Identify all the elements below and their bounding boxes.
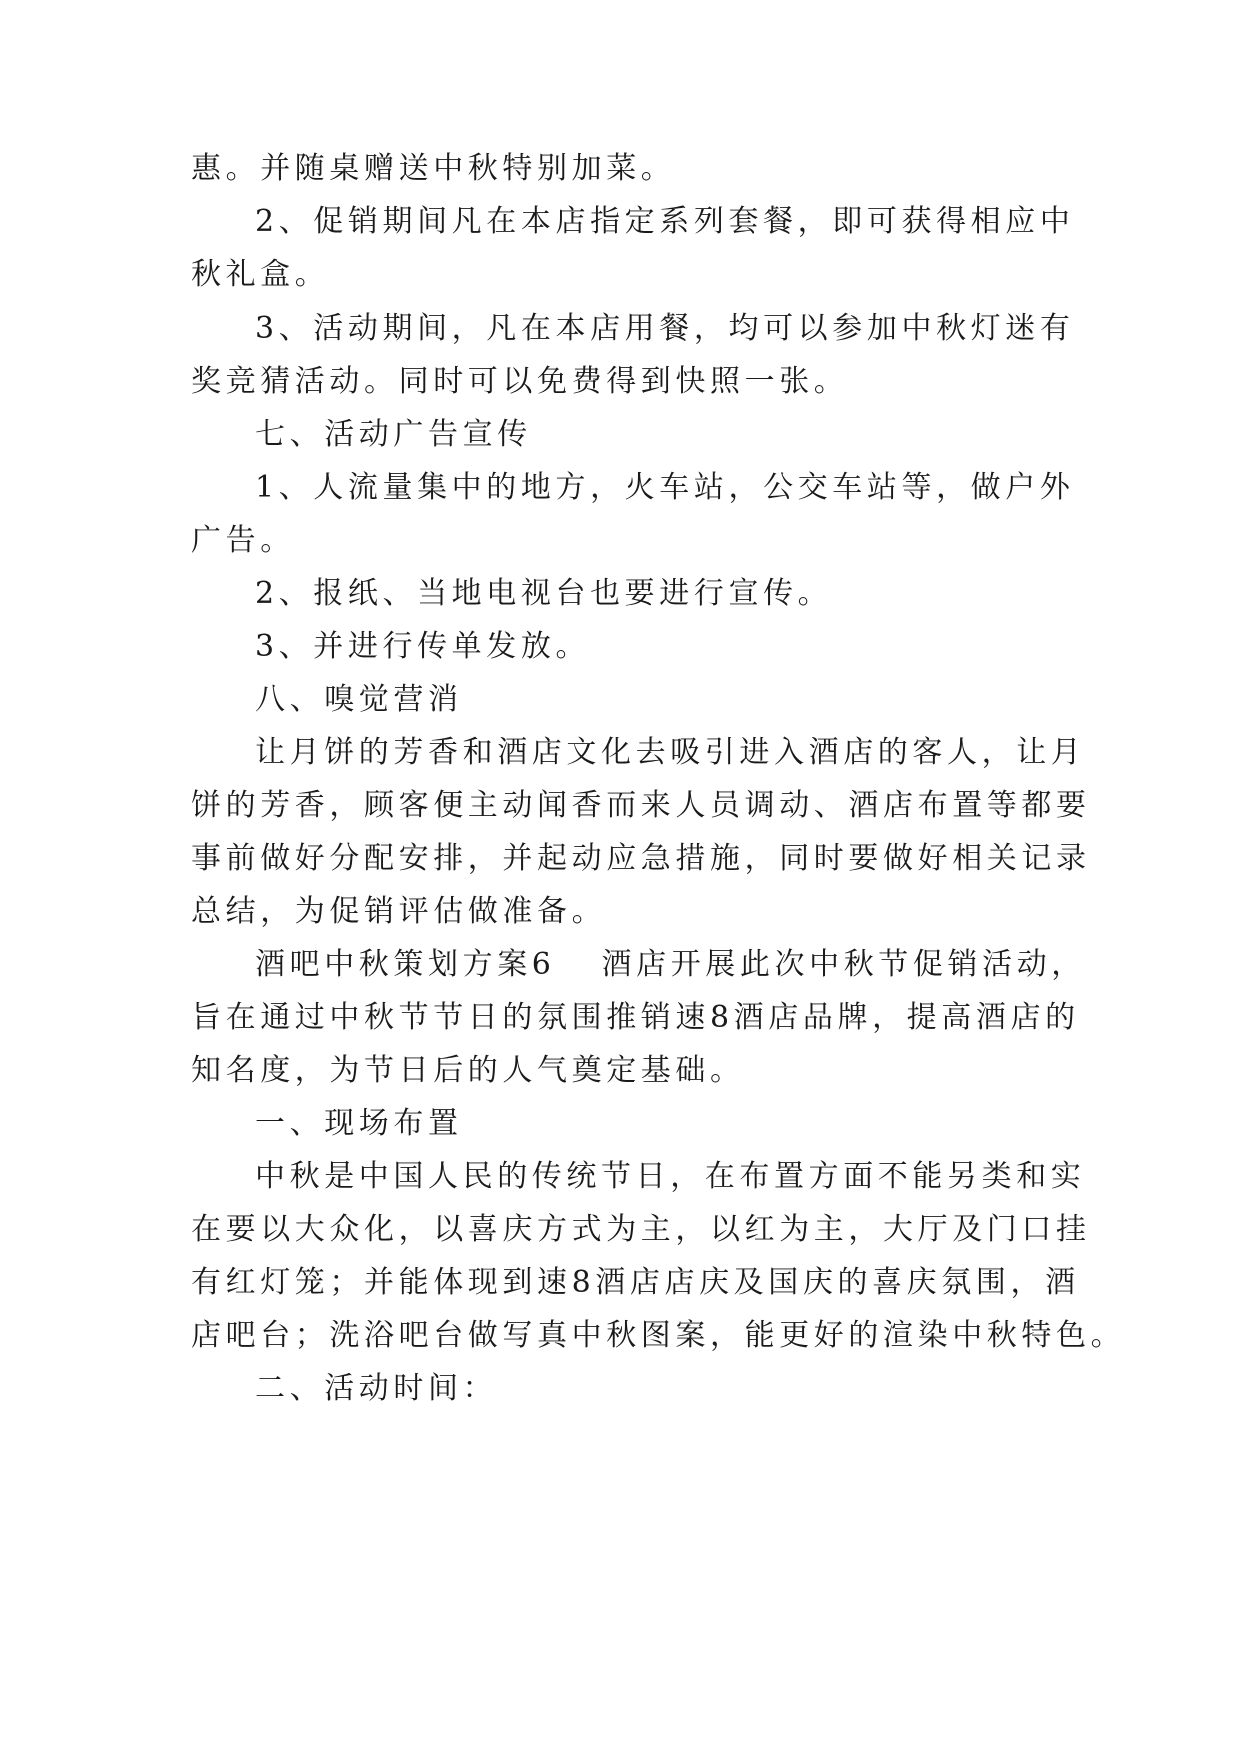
section-heading: 八、嗅觉营消	[255, 682, 463, 717]
text-line: 3、活动期间，凡在本店用餐，均可以参加中秋灯迷有	[255, 311, 1075, 346]
text-line: 有红灯笼；并能体现到速8酒店店庆及国庆的喜庆氛围，酒	[191, 1265, 1080, 1300]
section-heading: 七、活动广告宣传	[255, 417, 532, 452]
text-line-with-title	[255, 945, 1135, 985]
text-line: 2、促销期间凡在本店指定系列套餐，即可获得相应中	[255, 204, 1075, 239]
text-line: 饼的芳香，顾客便主动闻香而来人员调动、酒店布置等都要	[191, 788, 1091, 823]
text-line: 店吧台；洗浴吧台做写真中秋图案，能更好的渲染中秋特色。	[191, 1318, 1126, 1353]
text-line: 广告。	[191, 523, 295, 558]
text-line: 2、报纸、当地电视台也要进行宣传。	[255, 576, 833, 611]
text-line: 旨在通过中秋节节日的氛围推销速8酒店品牌，提高酒店的	[191, 1000, 1080, 1035]
text-line: 在要以大众化，以喜庆方式为主，以红为主，大厅及门口挂	[191, 1212, 1091, 1247]
text-line: 知名度，为节日后的人气奠定基础。	[191, 1053, 745, 1088]
text-line: 让月饼的芳香和酒店文化去吸引进入酒店的客人，让月	[255, 735, 1086, 770]
text-line: 总结，为促销评估做准备。	[191, 894, 607, 929]
section-heading: 二、活动时间：	[255, 1371, 498, 1406]
text-segment: 酒店开展此次中秋节促销活动，	[601, 947, 1086, 982]
text-line: 中秋是中国人民的传统节日，在布置方面不能另类和实	[255, 1159, 1086, 1194]
text-line: 奖竞猜活动。同时可以免费得到快照一张。	[191, 364, 849, 399]
text-line: 1、人流量集中的地方，火车站，公交车站等，做户外	[255, 470, 1075, 505]
section-heading: 一、现场布置	[255, 1106, 463, 1141]
text-line: 惠。并随桌赠送中秋特别加菜。	[191, 151, 676, 186]
text-line: 秋礼盒。	[191, 257, 330, 292]
text-line: 3、并进行传单发放。	[255, 629, 591, 664]
plan-title: 酒吧中秋策划方案6	[255, 947, 556, 982]
text-line: 事前做好分配安排，并起动应急措施，同时要做好相关记录	[191, 841, 1091, 876]
